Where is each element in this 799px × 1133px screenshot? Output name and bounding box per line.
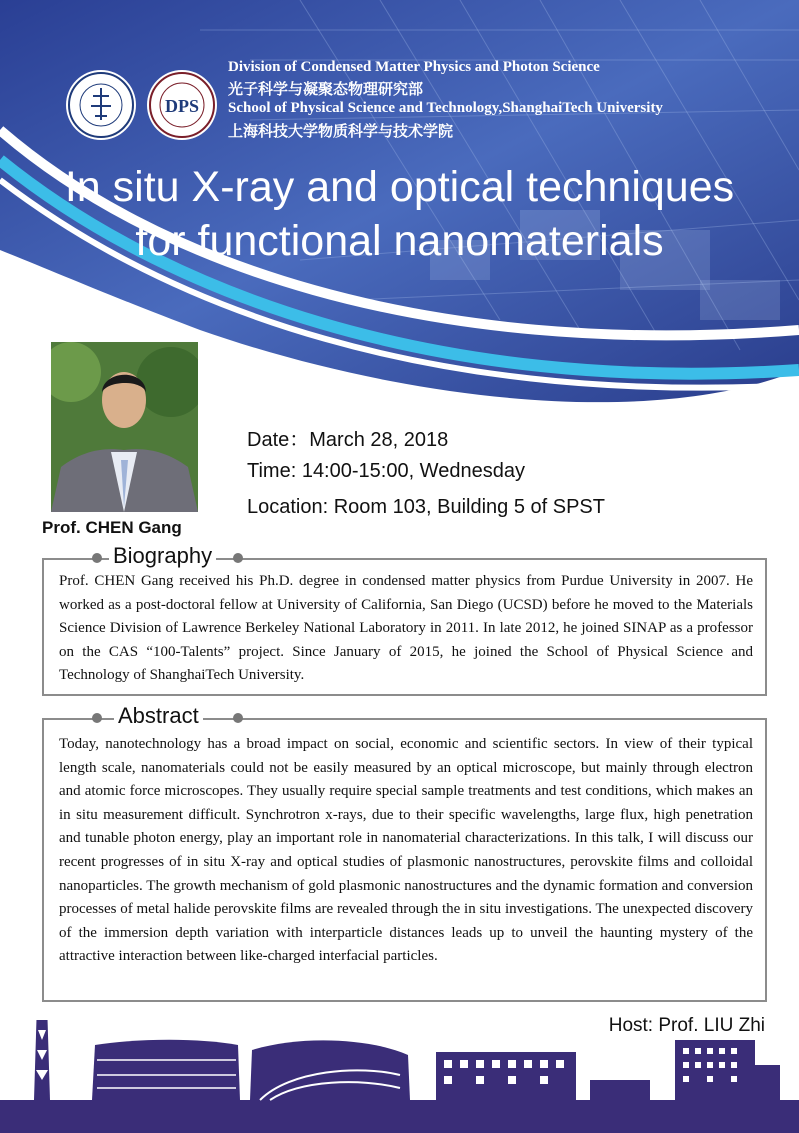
- abstract-text: Today, nanotechnology has a broad impact on social, economic and scientific sectors. In view of their typical length scale, nanomaterials could not be easily measured by an optical microscope, but mainly through electron and atomic force microscopes. They usually require special sample treatments and test conditions, which makes an in situ measurement difficult. Synchrotron x-rays, due to their specific wavelengths, large flux, high penetration and tunable photon energy, play an important role in nanomaterial characterizations. In this talk, I will discuss our recent progresses of in situ X-ray and optical studies of plasmonic nanostructures, perovskite films and colloidal nanoparticles. The growth mechanism of gold plasmonic nanostructures and the dynamic formation and conversion processes of metal halide perovskite films are revealed through the in situ investigations. The unexpected discovery of the immersion depth variation with interparticle distances leads up to unveil the haunting mystery of the attractive interaction between like-charged interfacial particles.: [59, 736, 753, 965]
- building-1: [92, 1040, 240, 1100]
- speaker-name: Prof. CHEN Gang: [42, 518, 182, 537]
- abstract-heading-dot-left: [92, 713, 102, 723]
- host-name: Host: Prof. LIU Zhi: [608, 1015, 765, 1036]
- school-name-en: School of Physical Science and Technology,ShanghaiTech University: [228, 100, 663, 116]
- shanghaitech-logo: [66, 70, 136, 140]
- school-name-zh: 上海科技大学物质科学与技术学院: [228, 122, 454, 140]
- biography-heading-dot-right: [233, 553, 243, 563]
- campus-skyline: [0, 1020, 799, 1133]
- event-location: Location: Room 103, Building 5 of SPST: [247, 496, 605, 518]
- division-name-en: Division of Condensed Matter Physics and Photon Science: [228, 59, 600, 75]
- building-2: [250, 1040, 410, 1100]
- dps-logo: [147, 70, 217, 140]
- abstract-heading-dot-right: [233, 713, 243, 723]
- talk-title: [0, 160, 799, 268]
- building-3: [436, 1052, 576, 1100]
- abstract-heading: Abstract: [114, 703, 203, 729]
- biography-text: Prof. CHEN Gang received his Ph.D. degree in condensed matter physics from Purdue University in 2007. He worked as a post-doctoral fellow at University of California, San Diego (UCSD) before he moved to the Materials Science Division of Lawrence Berkeley National Laboratory in 2011. In late 2012, he joined SINAP as a professor on the CAS “100-Talents” project. Since January of 2015, he joined the School of Physical Science and Technology of ShanghaiTech University.: [59, 573, 753, 684]
- dps-logo-text: DPS: [164, 96, 200, 116]
- building-4: [590, 1040, 780, 1100]
- biography-heading: Biography: [109, 543, 216, 569]
- event-date: Date：March 28, 2018: [247, 429, 449, 451]
- event-time: Time: 14:00-15:00, Wednesday: [247, 460, 525, 482]
- talk-title-line2: for functional nanomaterials: [135, 217, 664, 265]
- talk-title-line1: In situ X-ray and optical techniques: [64, 163, 735, 211]
- biography-heading-dot-left: [92, 553, 102, 563]
- division-name-zh: 光子科学与凝聚态物理研究部: [228, 80, 424, 98]
- speaker-photo: [51, 342, 198, 512]
- tower-illustration: [34, 1020, 50, 1100]
